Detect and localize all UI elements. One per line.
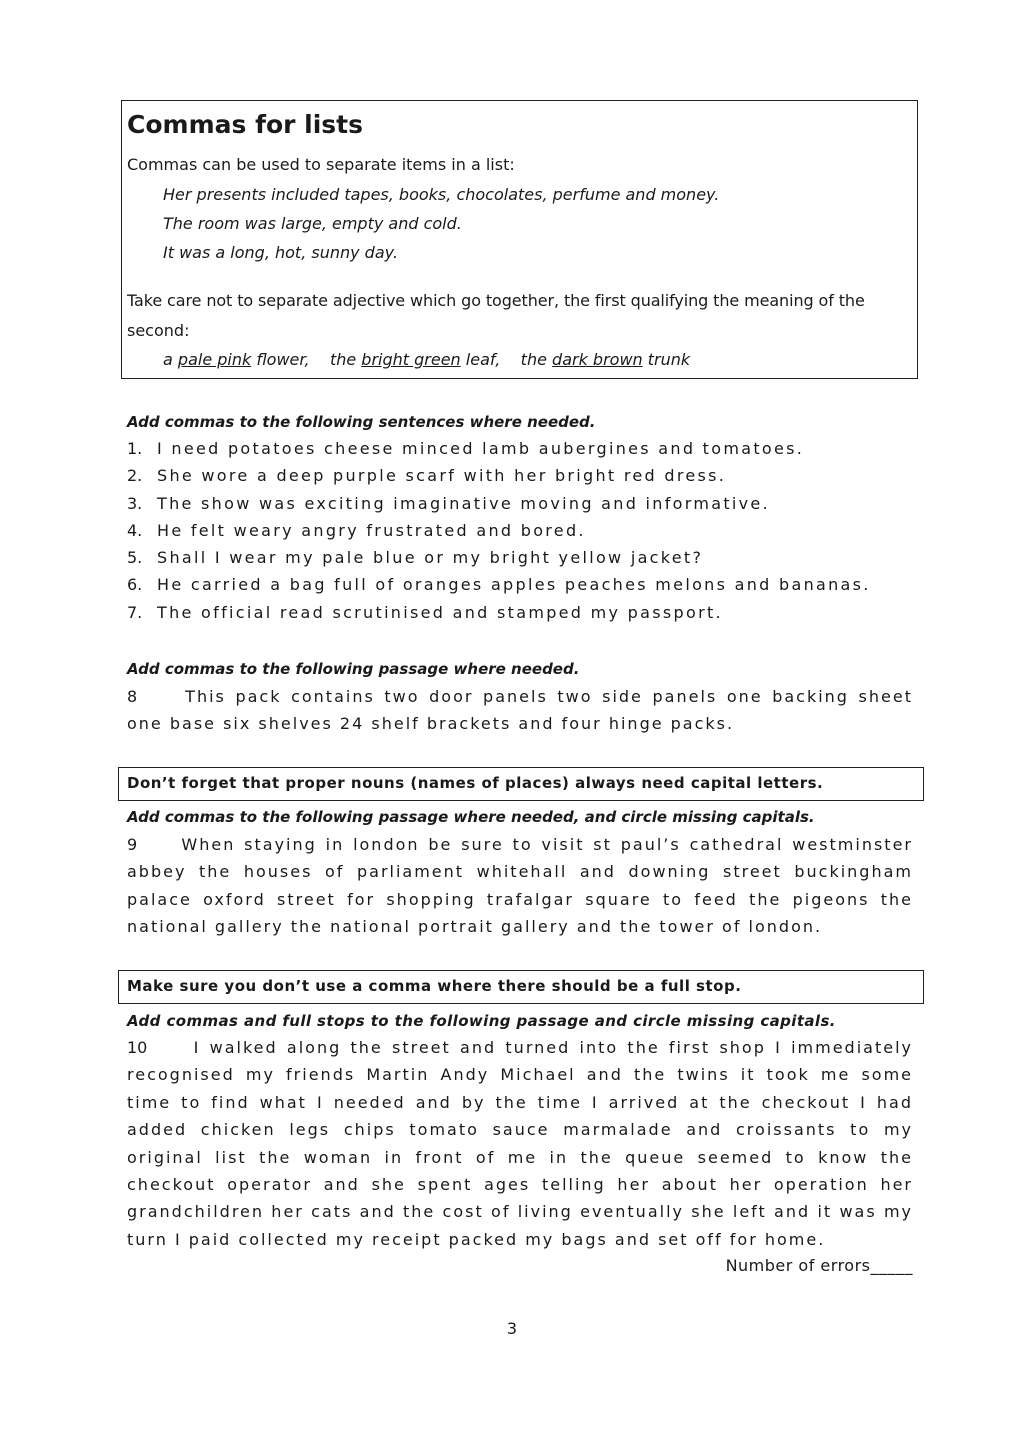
tip-box: Make sure you don’t use a comma where there should be a full stop. <box>118 970 924 1004</box>
list-item: 5. Shall I wear my pale blue or my bright yellow jacket? <box>127 548 704 568</box>
adj-example: the dark brown trunk <box>520 350 691 369</box>
list-item: 7. The official read scrutinised and stamped my passport. <box>127 602 723 622</box>
instruction-heading: Add commas to the following sentences where needed. <box>127 413 596 431</box>
list-item: 1. I need potatoes cheese minced lamb aubergines and tomatoes. <box>127 439 805 458</box>
list-item: 2. She wore a deep purple scarf with her bright red dress. <box>127 466 727 486</box>
example-sentence: It was a long, hot, sunny day. <box>163 243 398 262</box>
error-count-field: Number of errors_____ <box>725 1256 913 1275</box>
intro-text: Commas can be used to separate items in a list: <box>127 155 515 174</box>
exercise-passage: 8 This pack contains two door panels two side panels one backing sheet one base six shelves 24 shelf brackets and four hinge packs. <box>127 687 913 734</box>
list-item: 3. The show was exciting imaginative moving and informative. <box>127 493 770 513</box>
adj-example: the bright green leaf, <box>329 350 501 369</box>
caution-text: Take care not to separate adjective which go together, the first qualifying the meaning of the <box>127 291 865 310</box>
adj-example: a pale pink flower, <box>163 350 310 369</box>
list-item: 4. He felt weary angry frustrated and bored. <box>127 520 586 540</box>
exercise-passage: 9 When staying in london be sure to visit st paul’s cathedral westminster abbey the houses of parliament whitehall and downing street buckingham palace oxford street for shopping trafalgar square to feed the pigeons the national gallery the national portrait gallery and the tower of london. <box>127 835 913 937</box>
page-number: 3 <box>506 1319 518 1338</box>
sentence-list <box>127 438 871 629</box>
page-title: Commas for lists <box>127 110 364 139</box>
instruction-heading: Add commas to the following passage where needed, and circle missing capitals. <box>127 808 815 826</box>
example-sentence: Her presents included tapes, books, chocolates, perfume and money. <box>163 185 720 204</box>
list-item: 6. He carried a bag full of oranges apples peaches melons and bananas. <box>127 575 871 595</box>
caution-text-continued: second: <box>127 321 190 340</box>
example-sentence: The room was large, empty and cold. <box>163 214 462 233</box>
tip-box: Don’t forget that proper nouns (names of places) always need capital letters. <box>118 767 924 801</box>
exercise-passage: 10 I walked along the street and turned into the first shop I immediately recognised my friends Martin Andy Michael and the twins it took me some time to find what I needed and by the time I arrived at the checkout I had added chicken legs chips tomato sauce marmalade and croissants to my original list the woman in front of me in the queue seemed to know the checkout operator and she spent ages telling her about her operation her grandchildren her cats and the cost of living eventually she left and it was my turn I paid collected my receipt packed my bags and set off for home. <box>127 1038 913 1249</box>
adjective-examples <box>163 349 690 371</box>
instruction-heading: Add commas and full stops to the following passage and circle missing capitals. <box>127 1012 836 1030</box>
instruction-heading: Add commas to the following passage where needed. <box>127 660 580 678</box>
